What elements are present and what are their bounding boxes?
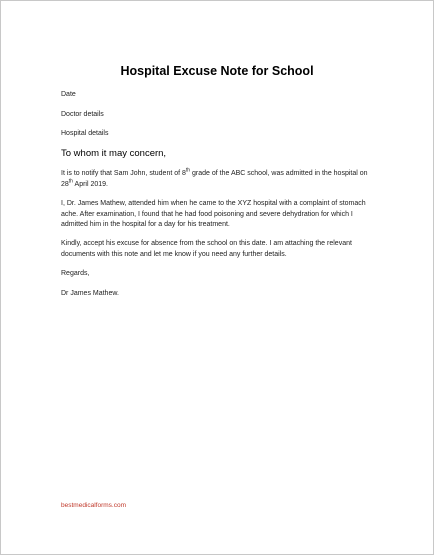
date-field: Date: [61, 91, 76, 98]
hospital-details-field: Hospital details: [61, 130, 109, 137]
closing: Regards,: [61, 270, 90, 277]
doctor-details-field: Doctor details: [61, 111, 104, 118]
footer-website: bestmedicalforms.com: [61, 502, 127, 509]
paragraph-admission-part3: April 2019.: [72, 180, 108, 188]
ordinal-suffix: th: [68, 178, 73, 185]
document-title: Hospital Excuse Note for School: [120, 64, 314, 78]
paragraph-admission-part1: It is to notify that Sam John, student of 8: [61, 170, 186, 177]
paragraph-treatment: I, Dr. James Mathew, attended him when he came to the XYZ hospital with a complaint of stomach ache. After examination, I found that he had food poisoning and severe dehydration for which I admitted him in the hospital for a day for his treatment.: [61, 200, 366, 228]
paragraph-admission-part2: grade of the ABC school, was admitted in the hospital on 28: [61, 170, 368, 188]
signature: Dr James Mathew.: [61, 290, 119, 297]
salutation: To whom it may concern,: [61, 148, 167, 159]
paragraph-admission: [61, 169, 379, 190]
ordinal-suffix: th: [185, 167, 191, 174]
paragraph-request: Kindly, accept his excuse for absence from the school on this date. I am attaching the relevant documents with this note and let me know if you need any further details.: [61, 240, 352, 258]
